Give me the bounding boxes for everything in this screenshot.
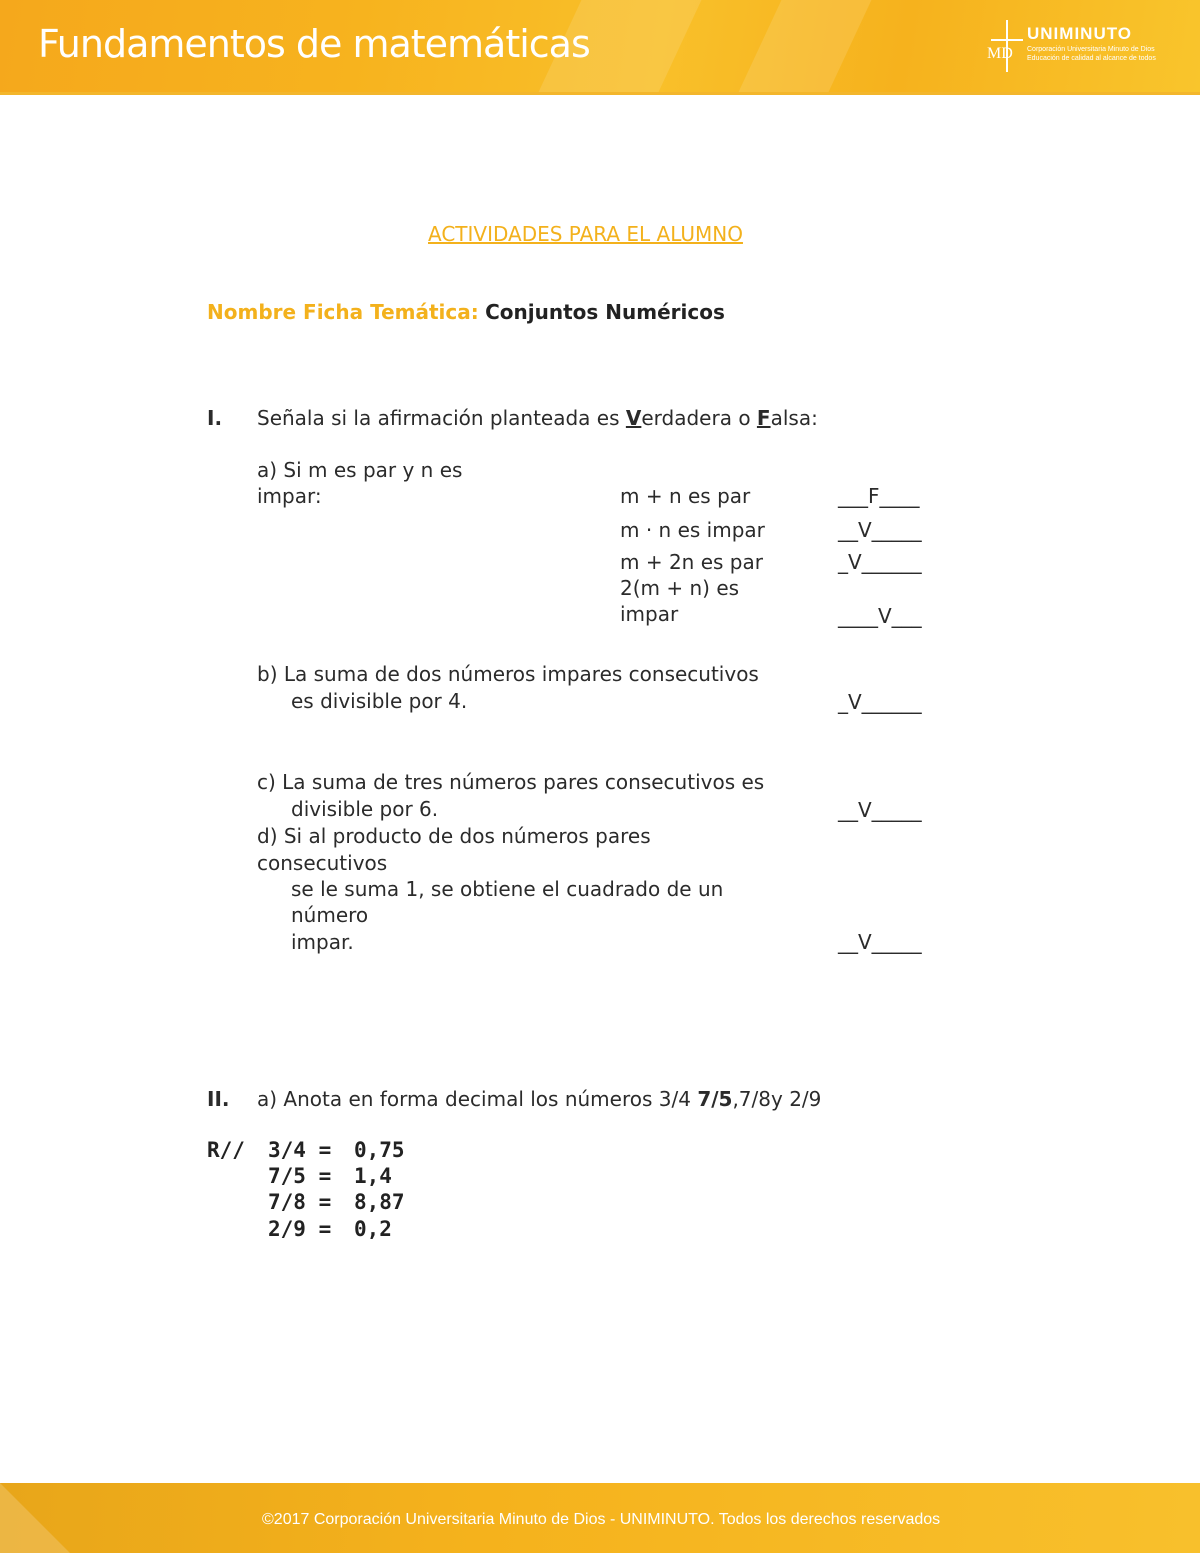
header-decoration: [739, 0, 872, 92]
ficha-value: Conjuntos Numéricos: [485, 300, 725, 324]
footer-decoration: [0, 1483, 70, 1553]
item-a-answer: __V_____: [838, 518, 922, 542]
question-text: ,7/8y 2/9: [732, 1087, 822, 1111]
section-2-number: II.: [207, 1087, 230, 1111]
item-a-expr: 2(m + n) es: [620, 576, 740, 600]
answer-value: 1,4: [354, 1164, 392, 1188]
answer-fraction: 7/5 =: [268, 1164, 332, 1188]
page-footer: [0, 1483, 1200, 1553]
document-title: ACTIVIDADES PARA EL ALUMNO: [428, 222, 743, 246]
item-b-line2: es divisible por 4.: [291, 689, 468, 713]
question-text: a) Anota en forma decimal los números 3/4: [257, 1087, 698, 1111]
item-a-answer: ___F____: [838, 484, 920, 508]
course-title: Fundamentos de matemáticas: [38, 22, 590, 66]
section-2-question: [257, 1087, 821, 1111]
item-a-line1: a) Si m es par y n es: [257, 458, 463, 482]
intro-text: Señala si la afirmación planteada es: [257, 406, 626, 430]
section-1-number: I.: [207, 406, 223, 430]
item-d-line2: consecutivos: [257, 851, 388, 875]
answer-value: 8,87: [354, 1190, 405, 1214]
item-a-answer: ____V___: [838, 604, 922, 628]
logo-tagline-1: Corporación Universitaria Minuto de Dios: [1027, 46, 1155, 53]
answer-fraction: 2/9 =: [268, 1217, 332, 1241]
answer-fraction: 7/8 =: [268, 1190, 332, 1214]
item-c-line1: c) La suma de tres números pares consecutivos es: [257, 770, 765, 794]
copyright-text: ©2017 Corporación Universitaria Minuto de Dios - UNIMINUTO. Todos los derechos reservados: [262, 1511, 941, 1528]
item-a-expr: m + 2n es par: [620, 550, 763, 574]
ficha-line: [207, 300, 725, 324]
uniminuto-logo: [985, 18, 1175, 74]
item-b-line1: b) La suma de dos números impares consecutivos: [257, 662, 759, 686]
logo-mark-icon: [985, 18, 1025, 74]
item-d-line5: impar.: [291, 930, 354, 954]
item-d-line1: d) Si al producto de dos números pares: [257, 824, 651, 848]
item-c-answer: __V_____: [838, 798, 922, 822]
logo-name: UNIMINUTO: [1027, 24, 1133, 43]
item-a-expr: impar: [620, 602, 679, 626]
intro-f: F: [756, 406, 771, 430]
intro-v: V: [625, 406, 642, 430]
item-d-answer: __V_____: [838, 930, 922, 954]
svg-text:MD: MD: [987, 45, 1013, 62]
page-header: [0, 0, 1200, 92]
ficha-label: Nombre Ficha Temática:: [207, 300, 479, 324]
item-a-line2: impar:: [257, 484, 322, 508]
item-a-expr: m + n es par: [620, 484, 751, 508]
answer-value: 0,75: [354, 1138, 405, 1162]
answer-fraction: 3/4 =: [268, 1138, 332, 1162]
header-divider: [0, 92, 1200, 95]
item-a-answer: _V______: [838, 550, 922, 574]
intro-text: alsa:: [770, 406, 818, 430]
item-d-line4: número: [291, 903, 369, 927]
section-1-intro: [257, 406, 818, 430]
question-bold: 7/5: [697, 1087, 733, 1111]
item-b-answer: _V______: [838, 690, 922, 714]
answer-prefix: R//: [207, 1138, 245, 1162]
item-d-line3: se le suma 1, se obtiene el cuadrado de un: [291, 877, 724, 901]
logo-tagline-2: Educación de calidad al alcance de todos: [1027, 55, 1156, 62]
item-a-expr: m · n es impar: [620, 518, 765, 542]
intro-text: erdadera o: [641, 406, 757, 430]
item-c-line2: divisible por 6.: [291, 797, 439, 821]
answer-value: 0,2: [354, 1217, 392, 1241]
